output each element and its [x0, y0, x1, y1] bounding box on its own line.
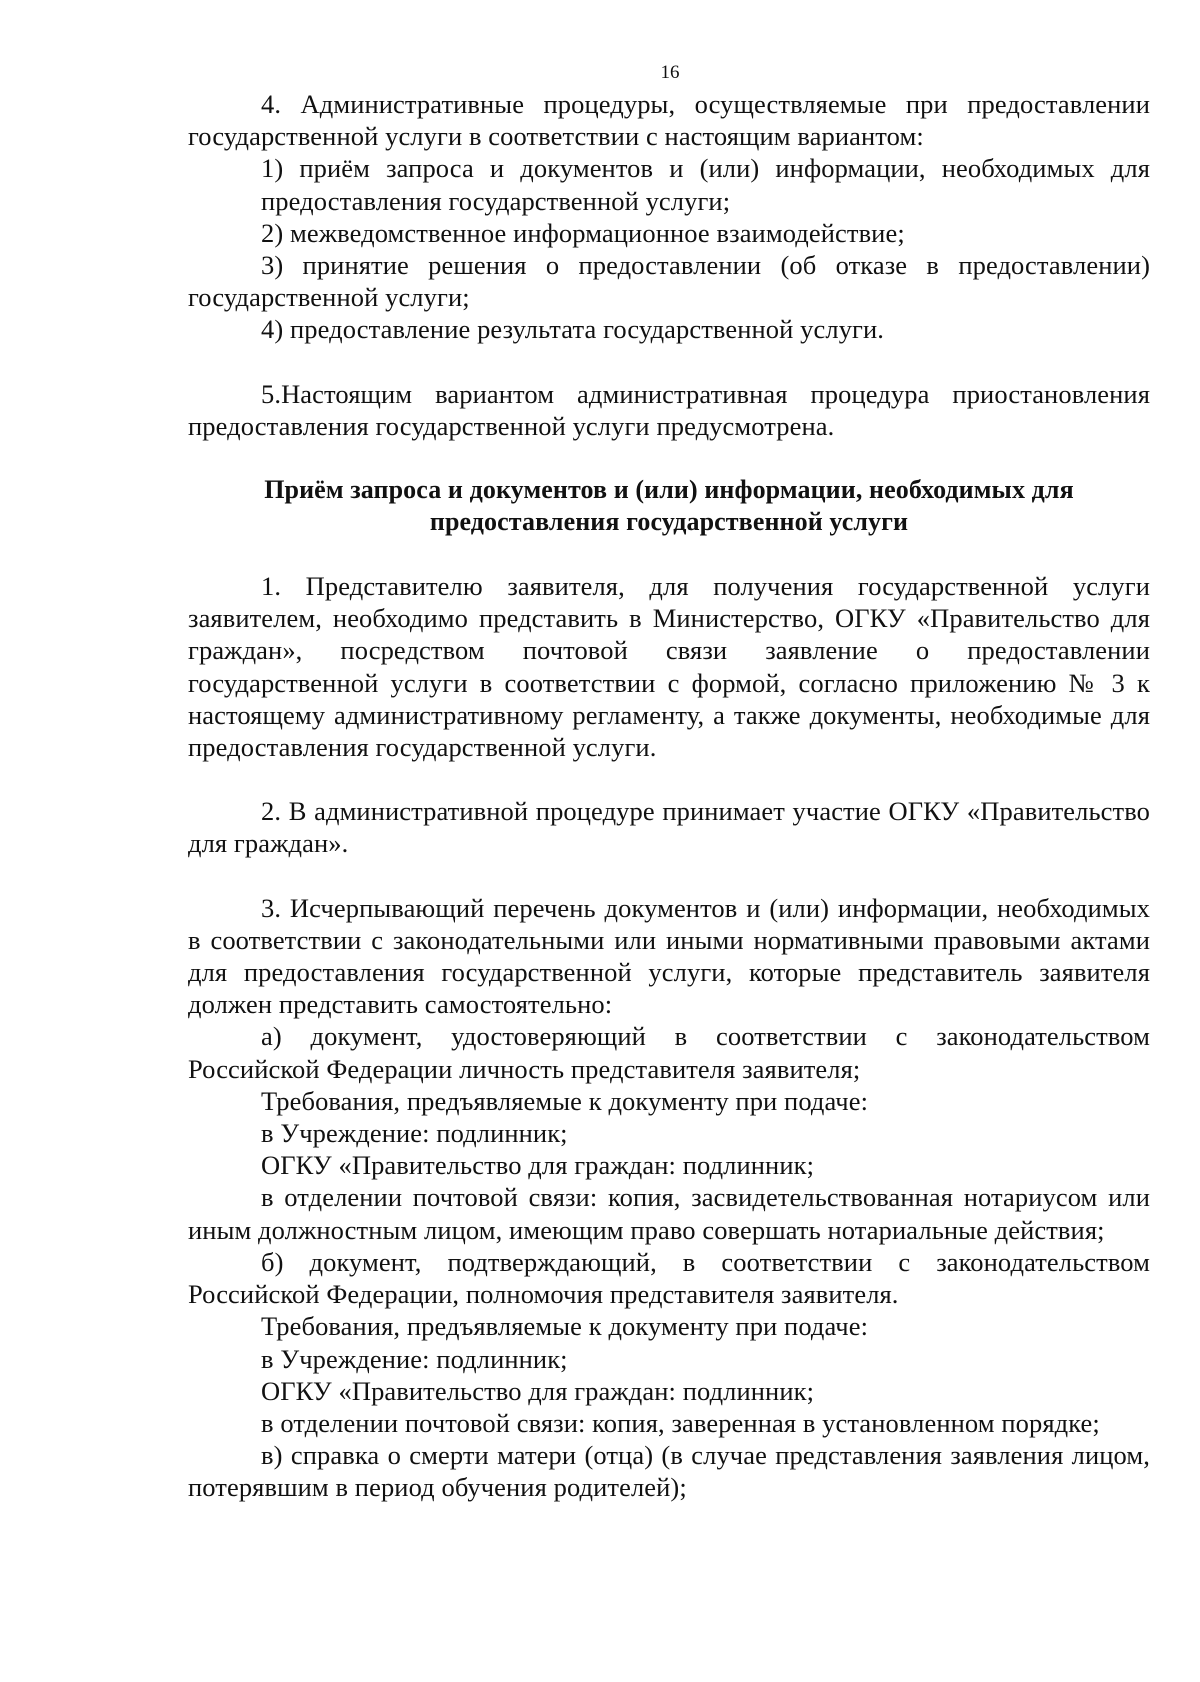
paragraph-procedures-intro: 4. Административные процедуры, осуществляемые при предоставлении государственной услуги в соответствии с настоящим вариантом: — [188, 89, 1150, 152]
list-item-procedure-1: 1) приём запроса и документов и (или) информации, необходимых для предоставления государственной услуги; — [261, 153, 1150, 216]
list-item-procedure-4: 4) предоставление результата государственной услуги. — [261, 314, 885, 345]
requirement-institution-b: в Учреждение: подлинник; — [261, 1343, 568, 1374]
requirement-heading-a: Требования, предъявляемые к документу при подаче: — [261, 1085, 869, 1116]
paragraph-suspension: 5.Настоящим вариантом административная процедура приостановления предоставления государственной услуги предусмотрена. — [188, 378, 1150, 441]
requirement-ogku-a: ОГКУ «Правительство для граждан: подлинник; — [261, 1150, 815, 1181]
requirement-post-b: в отделении почтовой связи: копия, заверенная в установленном порядке; — [261, 1407, 1100, 1438]
paragraph-section-2: 2. В административной процедуре принимает участие ОГКУ «Правительство для граждан». — [188, 796, 1150, 859]
requirement-post-a: в отделении почтовой связи: копия, засвидетельствованная нотариусом или иным должностным лицом, имеющим право совершать нотариальные действия; — [188, 1182, 1150, 1245]
list-item-document-v: в) справка о смерти матери (отца) (в случае представления заявления лицом, потерявшим в период обучения родителей); — [188, 1440, 1150, 1503]
list-item-procedure-2: 2) межведомственное информационное взаимодействие; — [261, 217, 905, 248]
requirement-ogku-b: ОГКУ «Правительство для граждан: подлинник; — [261, 1375, 815, 1406]
list-item-document-a: а) документ, удостоверяющий в соответствии с законодательством Российской Федерации личность представителя заявителя; — [188, 1021, 1150, 1084]
list-item-procedure-3: 3) принятие решения о предоставлении (об отказе в предоставлении) государственной услуги; — [188, 250, 1150, 313]
document-body — [188, 88, 1150, 1504]
requirement-heading-b: Требования, предъявляемые к документу при подаче: — [261, 1311, 869, 1342]
section-heading: Приём запроса и документов и (или) информации, необходимых для предоставления государственной услуги — [264, 475, 1074, 537]
list-item-document-b: б) документ, подтверждающий, в соответствии с законодательством Российской Федерации, полномочия представителя заявителя. — [188, 1246, 1150, 1310]
paragraph-section-1: 1. Представителю заявителя, для получения государственной услуги заявителем, необходимо представить в Министерство, ОГКУ «Правительство для граждан», посредством почтовой связи заявление о предоставлении государственной услуги в соответствии с формой, согласно приложению № 3 к настоящему административному регламенту, а также документы, необходимые для предоставления государственной услуги. — [188, 571, 1150, 763]
paragraph-section-3: 3. Исчерпывающий перечень документов и (или) информации, необходимых в соответствии с законодательными или иными нормативными правовыми актами для предоставления государственной услуги, которые представитель заявителя должен представить самостоятельно: — [188, 892, 1150, 1020]
requirement-institution-a: в Учреждение: подлинник; — [261, 1118, 568, 1149]
page-number: 16 — [660, 62, 680, 83]
